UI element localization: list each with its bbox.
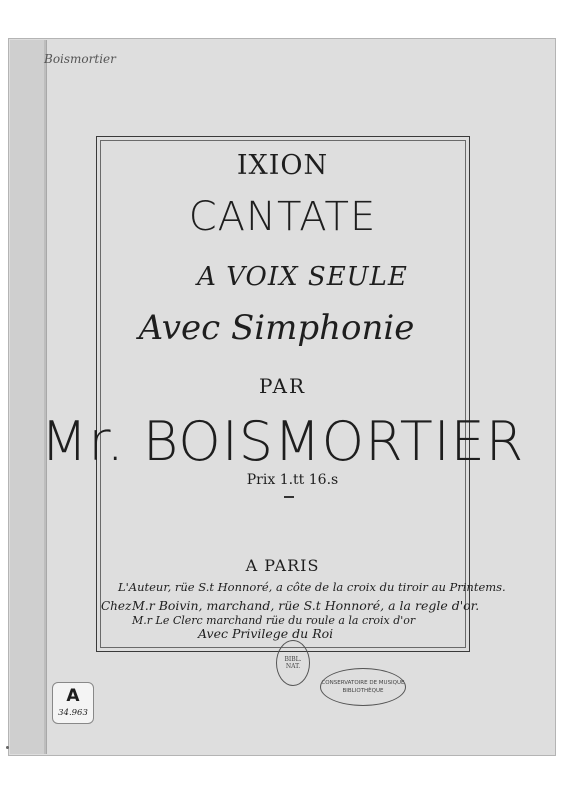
price-line: Prix 1.tt 16.s [246, 472, 339, 488]
publication-place: A PARIS [245, 556, 320, 575]
composer-name: Mr. BOISMORTIER [40, 410, 525, 473]
shelfmark-letter: A [66, 686, 80, 706]
voice-line: A VOIX SEULE [197, 262, 408, 292]
seller-line-2: M.r Boivin, marchand, rüe S.t Honnoré, a la regle d'or. [132, 598, 480, 613]
privilege-line: Avec Privilege du Roi [198, 626, 334, 641]
seller-line-3: M.r Le Clerc marchand rüe du roule a la croix d'or [132, 614, 416, 627]
work-subtitle: CANTATE [188, 194, 377, 240]
shelfmark-number: 34.963 [58, 708, 88, 718]
conservatoire-stamp: CONSERVATOIRE DE MUSIQUE BIBLIOTHÈQUE [320, 668, 406, 706]
by-line: PAR [258, 374, 307, 398]
corner-handwritten-note: Boismortier [44, 52, 116, 66]
price-dash [284, 496, 294, 498]
library-oval-stamp: BIBL. NAT. [276, 640, 310, 686]
margin-mark [6, 746, 9, 749]
accompaniment-line: Avec Simphonie [138, 308, 415, 348]
chez-label: Chez [101, 599, 132, 613]
shelfmark-label [52, 682, 94, 724]
seller-line-1: L'Auteur, rüe S.t Honnoré, a côte de la croix du tiroir au Printems. [118, 580, 506, 594]
work-title: IXION [236, 150, 329, 181]
